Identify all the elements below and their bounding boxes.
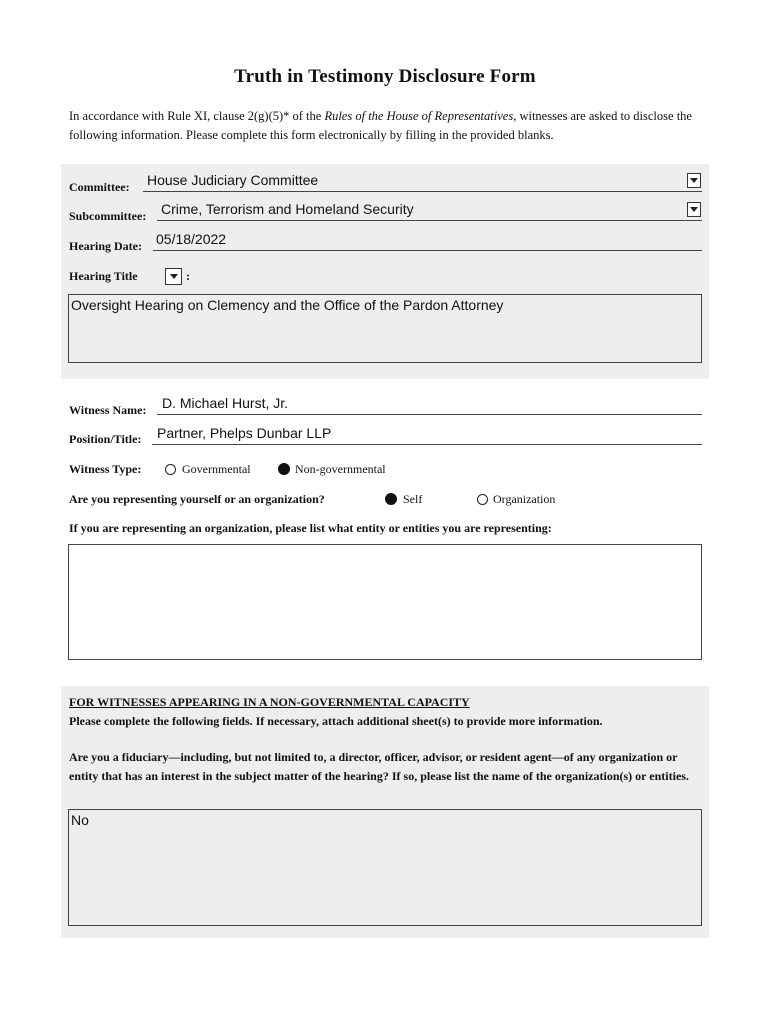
intro-text-part1: In accordance with Rule XI, clause 2(g)(5)* of the [69,109,325,123]
witness-type-governmental-radio[interactable] [165,464,176,475]
chevron-down-icon [690,207,698,212]
position-title-value: Partner, Phelps Dunbar LLP [157,425,332,441]
representing-organization-radio[interactable] [477,494,488,505]
nongovernmental-instructions: Please complete the following fields. If necessary, attach additional sheet(s) to provide more information. [69,714,603,728]
hearing-title-value: Oversight Hearing on Clemency and the Office of the Pardon Attorney [71,297,504,313]
position-title-field[interactable] [152,425,702,445]
fiduciary-textbox[interactable] [68,809,702,926]
chevron-down-icon [690,178,698,183]
chevron-down-icon [170,274,178,279]
intro-text [69,107,709,145]
representing-self-label: Self [403,492,423,506]
witness-type-governmental-label: Governmental [182,462,251,476]
hearing-date-field[interactable] [153,231,702,251]
subcommittee-label: Subcommittee: [69,209,147,223]
witness-type-label: Witness Type: [69,462,142,476]
committee-label: Committee: [69,180,130,194]
hearing-title-label: Hearing Title [69,269,138,283]
form-title: Truth in Testimony Disclosure Form [234,66,536,87]
witness-type-nongovernmental-radio[interactable] [278,463,290,475]
representing-question: Are you representing yourself or an organization? [69,492,325,506]
hearing-title-colon: : [186,269,190,283]
intro-text-part2: , witnesses are asked to disclose the following information. Please complete this form electronically by filling in the provided blanks. [69,109,692,142]
witness-name-value: D. Michael Hurst, Jr. [162,395,289,411]
witness-name-field[interactable] [157,395,702,415]
fiduciary-question: Are you a fiduciary—including, but not limited to, a director, officer, advisor, or resident agent—of any organization or entity that has an interest in the subject matter of the hearing? If so, please list the name of the organization(s) or entities. [69,750,689,783]
entities-question: If you are representing an organization, please list what entity or entities you are representing: [69,521,552,535]
representing-self-radio[interactable] [385,493,397,505]
hearing-date-value: 05/18/2022 [156,231,227,247]
rules-title: Rules of the House of Representatives [324,109,514,123]
subcommittee-dropdown-button[interactable] [687,202,701,217]
representing-organization-label: Organization [493,492,556,506]
entities-textbox[interactable] [68,544,702,660]
committee-dropdown-button[interactable] [687,173,701,188]
fiduciary-value: No [71,812,89,828]
subcommittee-value: Crime, Terrorism and Homeland Security [161,201,414,217]
committee-value: House Judiciary Committee [147,172,319,188]
subcommittee-select[interactable] [157,201,702,221]
hearing-title-textbox[interactable] [68,294,702,363]
hearing-title-dropdown-button[interactable] [165,268,182,285]
witness-name-label: Witness Name: [69,403,147,417]
position-title-label: Position/Title: [69,432,142,446]
hearing-date-label: Hearing Date: [69,239,142,253]
witness-type-nongovernmental-label: Non-governmental [295,462,386,476]
committee-select[interactable] [143,172,702,192]
nongovernmental-heading: FOR WITNESSES APPEARING IN A NON-GOVERNMENTAL CAPACITY [69,695,470,709]
